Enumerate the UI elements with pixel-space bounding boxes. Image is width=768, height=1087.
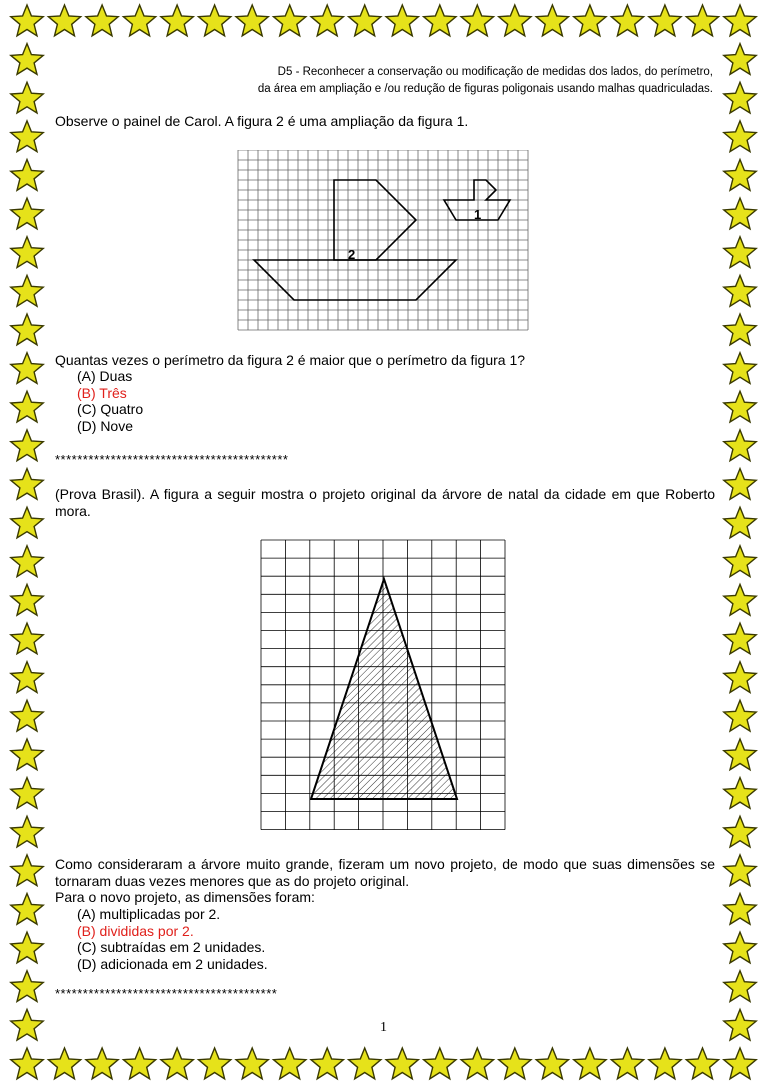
border-star-icon xyxy=(724,82,756,113)
border-star-icon xyxy=(611,1048,643,1079)
border-star-icon xyxy=(236,5,268,36)
border-star-icon xyxy=(424,5,456,36)
page-number: 1 xyxy=(380,1020,387,1035)
border-star-icon xyxy=(311,1048,343,1079)
border-star-icon xyxy=(123,1048,155,1079)
border-star-icon xyxy=(349,5,381,36)
figure-label-small: 1 xyxy=(474,207,482,222)
border-star-icon xyxy=(11,314,43,345)
border-star-icon xyxy=(611,5,643,36)
border-star-icon xyxy=(724,44,756,75)
border-star-icon xyxy=(11,971,43,1002)
border-star-icon xyxy=(199,1048,231,1079)
border-star-icon xyxy=(724,391,756,422)
q2-options xyxy=(55,906,268,972)
border-star-icon xyxy=(161,5,193,36)
border-star-icon xyxy=(724,816,756,847)
border-star-icon xyxy=(724,160,756,191)
border-star-icon xyxy=(349,1048,381,1079)
border-star-icon xyxy=(11,855,43,886)
border-star-icon xyxy=(724,430,756,461)
boat-figure xyxy=(236,150,532,334)
q2-option-b: (B) divididas por 2. xyxy=(77,922,194,939)
border-star-icon xyxy=(724,894,756,925)
border-star-icon xyxy=(11,816,43,847)
border-star-icon xyxy=(724,275,756,306)
border-star-icon xyxy=(724,739,756,770)
header-line-1: D5 - Reconhecer a conservação ou modificação de medidas dos lados, do perímetro, xyxy=(277,66,713,78)
border-star-icon xyxy=(11,160,43,191)
border-star-icon xyxy=(11,275,43,306)
border-star-icon xyxy=(724,1009,756,1040)
border-star-icon xyxy=(386,5,418,36)
border-star-icon xyxy=(536,5,568,36)
border-star-icon xyxy=(199,5,231,36)
border-star-icon xyxy=(724,623,756,654)
border-star-icon xyxy=(311,5,343,36)
border-star-icon xyxy=(11,5,43,36)
border-star-icon xyxy=(461,5,493,36)
q1-intro: Observe o painel de Carol. A figura 2 é uma ampliação da figura 1. xyxy=(55,113,469,129)
border-star-icon xyxy=(11,932,43,963)
border-star-icon xyxy=(574,5,606,36)
border-star-icon xyxy=(11,353,43,384)
q2-option-a: (A) multiplicadas por 2. xyxy=(77,906,221,922)
q1-option-a: (A) Duas xyxy=(77,368,133,384)
q1-question: Quantas vezes o perímetro da figura 2 é maior que o perímetro da figura 1? xyxy=(55,352,526,368)
border-star-icon xyxy=(724,971,756,1002)
border-star-icon xyxy=(724,5,756,36)
border-star-icon xyxy=(724,237,756,268)
separator-2: **************************************** xyxy=(55,986,278,1001)
q2-option-c: (C) subtraídas em 2 unidades. xyxy=(77,939,266,955)
border-star-icon xyxy=(686,5,718,36)
separator-1: ****************************************** xyxy=(55,452,289,467)
border-star-icon xyxy=(424,1048,456,1079)
q2-question-line2: Para o novo projeto, as dimensões foram: xyxy=(55,889,315,905)
border-star-icon xyxy=(461,1048,493,1079)
header xyxy=(150,64,713,98)
border-star-icon xyxy=(123,5,155,36)
border-star-icon xyxy=(724,700,756,731)
border-star-icon xyxy=(11,198,43,229)
border-star-icon xyxy=(11,237,43,268)
border-star-icon xyxy=(11,623,43,654)
border-star-icon xyxy=(11,44,43,75)
border-star-icon xyxy=(724,469,756,500)
border-star-icon xyxy=(236,1048,268,1079)
border-star-icon xyxy=(724,778,756,809)
border-star-icon xyxy=(649,1048,681,1079)
border-star-icon xyxy=(11,546,43,577)
border-star-icon xyxy=(574,1048,606,1079)
border-star-icon xyxy=(11,1009,43,1040)
border-star-icon xyxy=(724,855,756,886)
border-star-icon xyxy=(86,1048,118,1079)
border-star-icon xyxy=(11,662,43,693)
border-star-icon xyxy=(11,121,43,152)
border-star-icon xyxy=(724,932,756,963)
border-star-icon xyxy=(536,1048,568,1079)
border-star-icon xyxy=(724,121,756,152)
border-star-icon xyxy=(649,5,681,36)
figure-label-large: 2 xyxy=(348,247,356,262)
tree-figure xyxy=(258,538,508,840)
border-star-icon xyxy=(499,1048,531,1079)
q1-option-b: (B) Três xyxy=(77,384,127,401)
border-star-icon xyxy=(11,700,43,731)
border-star-icon xyxy=(724,584,756,615)
q1-option-d: (D) Nove xyxy=(77,417,134,434)
border-star-icon xyxy=(724,546,756,577)
border-star-icon xyxy=(386,1048,418,1079)
border-star-icon xyxy=(11,82,43,113)
border-star-icon xyxy=(11,1048,43,1079)
q1-options xyxy=(55,368,143,434)
border-star-icon xyxy=(11,507,43,538)
border-star-icon xyxy=(161,1048,193,1079)
border-star-icon xyxy=(11,584,43,615)
border-star-icon xyxy=(724,353,756,384)
border-star-icon xyxy=(11,739,43,770)
q2-question: Como consideraram a árvore muito grande, fizeram um novo projeto, de modo que suas dimensões se tornaram duas vezes menores que as do projeto original. xyxy=(55,856,715,889)
border-star-icon xyxy=(274,1048,306,1079)
q2-option-d: (D) adicionada em 2 unidades. xyxy=(77,955,268,972)
border-star-icon xyxy=(86,5,118,36)
border-star-icon xyxy=(11,430,43,461)
border-star-icon xyxy=(724,314,756,345)
border-star-icon xyxy=(11,778,43,809)
border-star-icon xyxy=(274,5,306,36)
boat-grid xyxy=(238,150,528,330)
border-star-icon xyxy=(724,662,756,693)
q2-intro: (Prova Brasil). A figura a seguir mostra o projeto original da árvore de natal da cidade em que Roberto mora. xyxy=(55,486,715,519)
border-star-icon xyxy=(48,5,80,36)
border-star-icon xyxy=(724,1048,756,1079)
border-star-icon xyxy=(11,894,43,925)
border-star-icon xyxy=(686,1048,718,1079)
border-star-icon xyxy=(724,507,756,538)
border-star-icon xyxy=(724,198,756,229)
border-star-icon xyxy=(11,391,43,422)
q1-option-c: (C) Quatro xyxy=(77,401,144,417)
border-star-icon xyxy=(48,1048,80,1079)
border-star-icon xyxy=(11,469,43,500)
border-star-icon xyxy=(499,5,531,36)
header-line-2: da área em ampliação e /ou redução de figuras poligonais usando malhas quadriculadas. xyxy=(257,83,713,95)
